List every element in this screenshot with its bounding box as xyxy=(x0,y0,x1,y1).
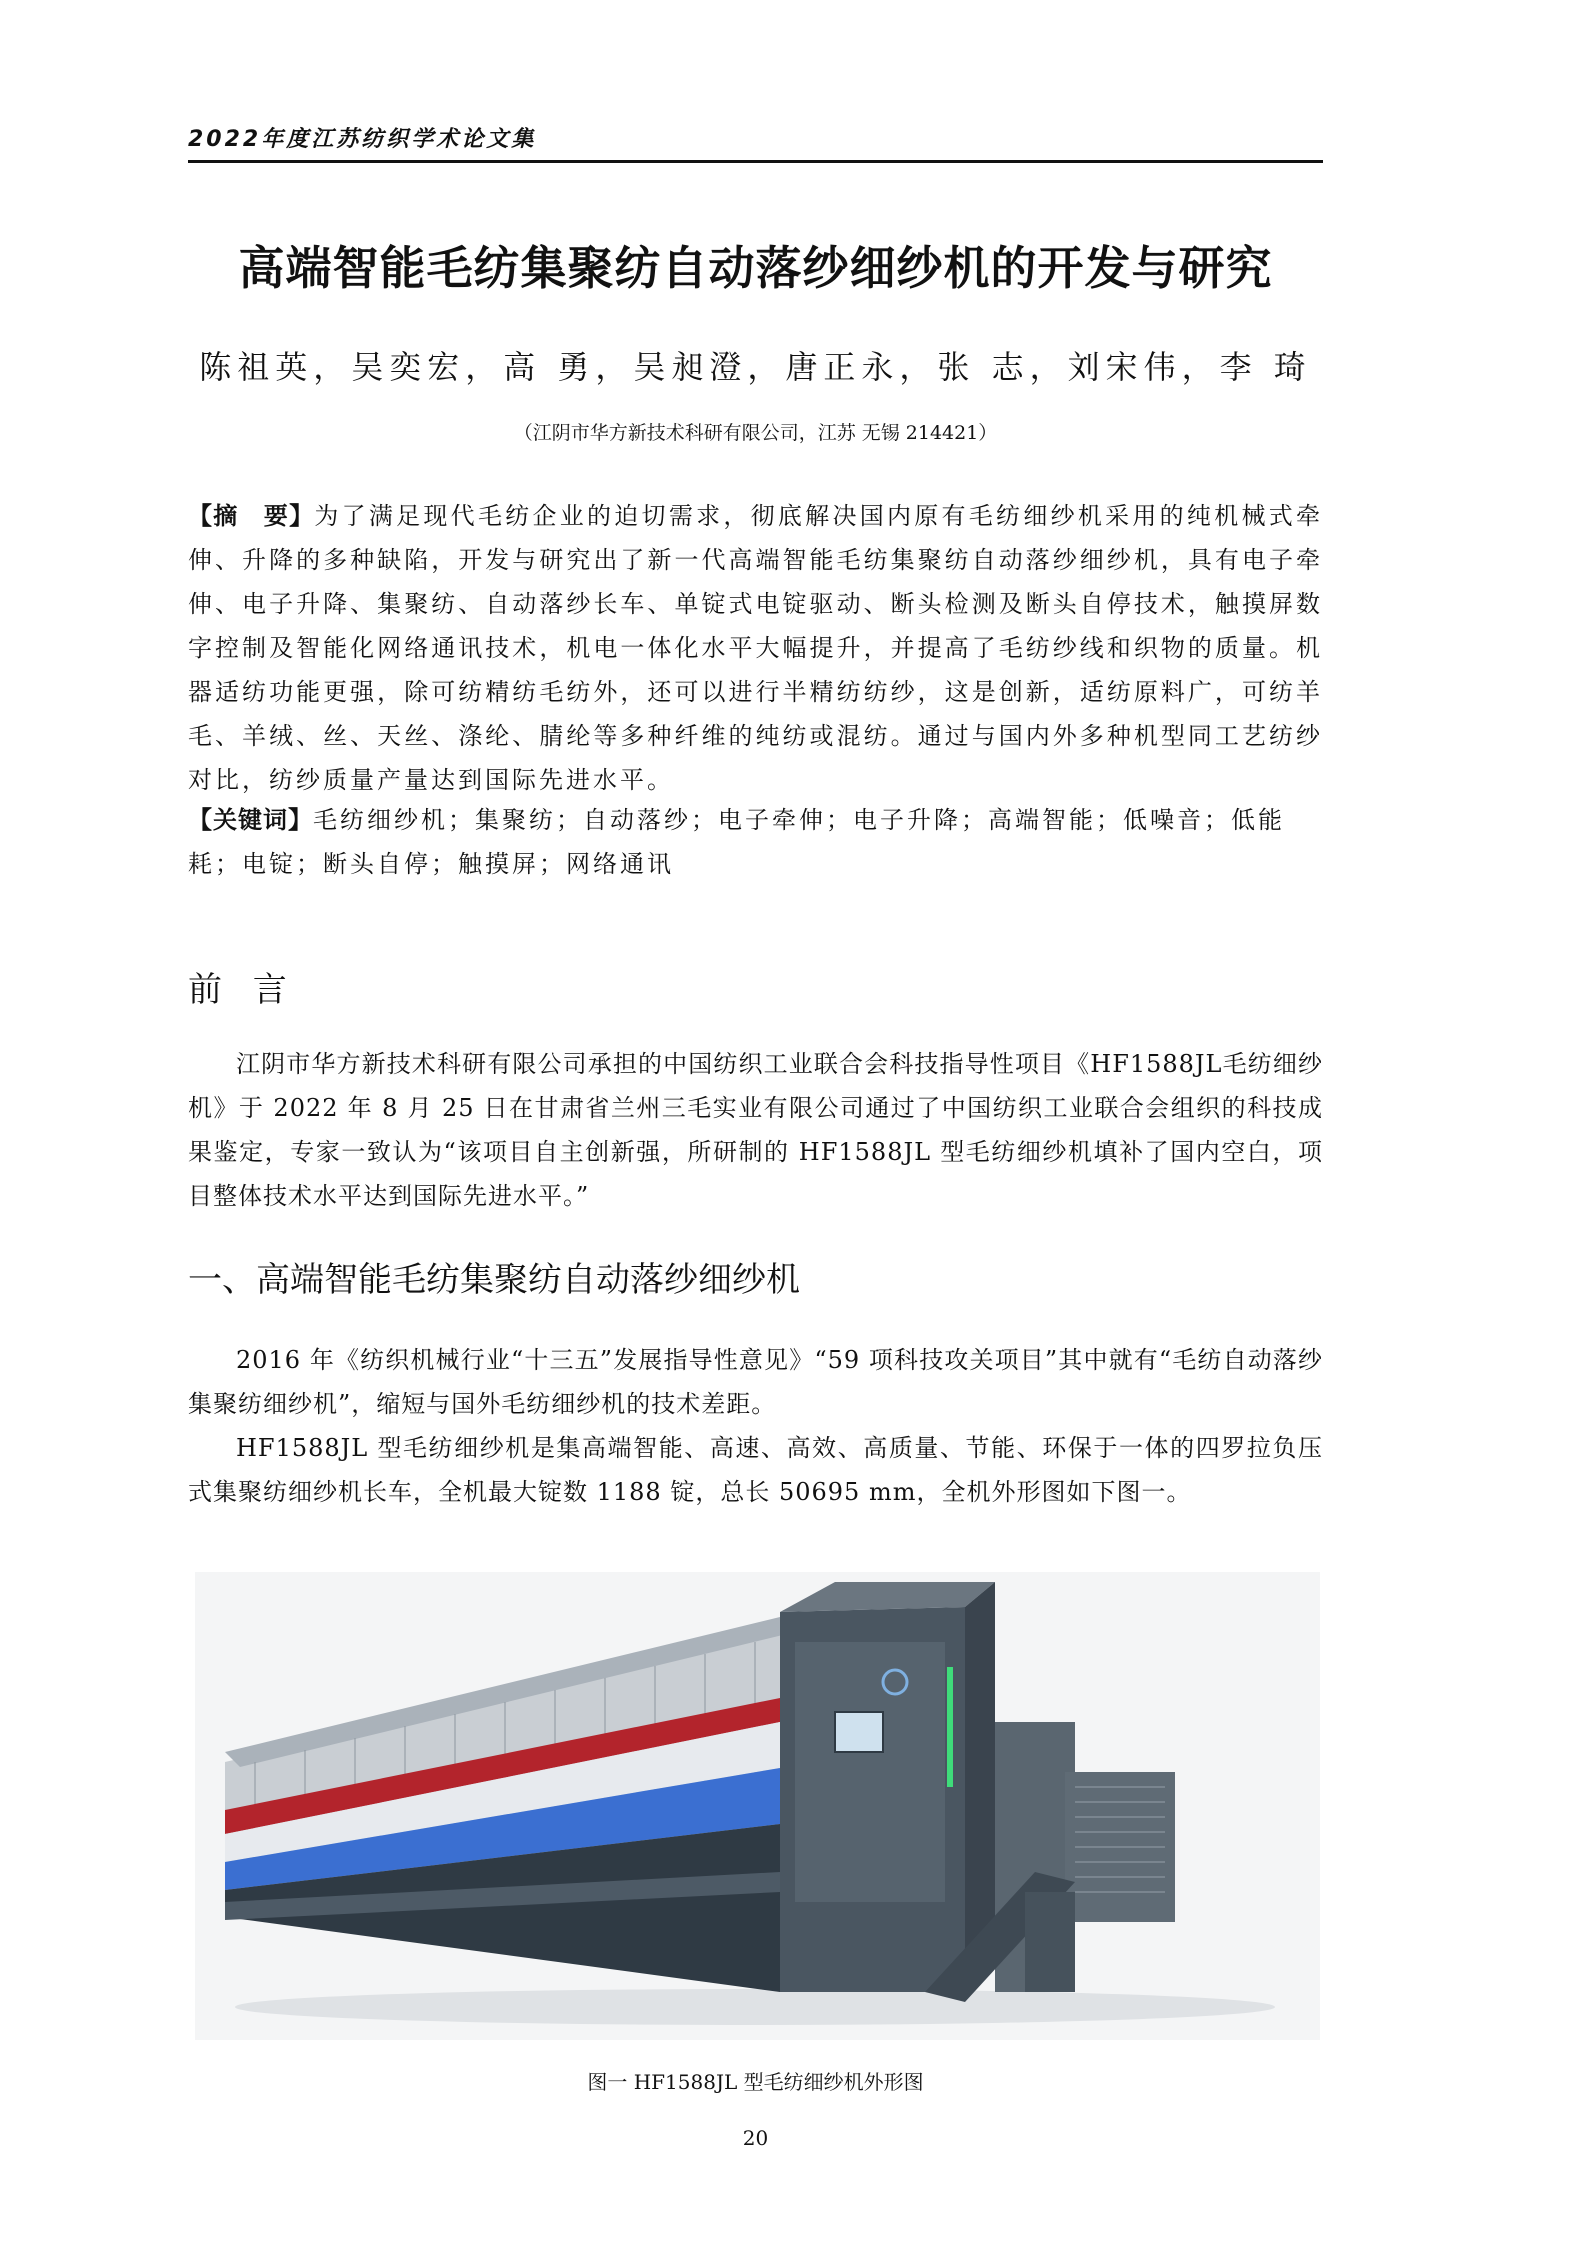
section1-heading: 一、高端智能毛纺集聚纺自动落纱细纱机 xyxy=(188,1260,800,1300)
keywords xyxy=(188,798,1323,886)
header-rule xyxy=(188,160,1323,163)
section1-paragraph-1: 2016 年《纺织机械行业“十三五”发展指导性意见》“59 项科技攻关项目”其中就有“毛纺自动落纱集聚纺细纱机”，缩短与国外毛纺细纱机的技术差距。 xyxy=(188,1346,1323,1418)
author-list: 陈祖英，吴奕宏，高 勇，吴昶澄，唐正永，张 志，刘宋伟，李 琦 xyxy=(199,348,1312,386)
figure-caption: 图一 HF1588JL 型毛纺细纱机外形图 xyxy=(587,2070,924,2094)
abstract-label: 【摘 要】 xyxy=(188,502,315,530)
running-head: 2022年度江苏纺织学术论文集 xyxy=(188,127,537,152)
abstract-text: 为了满足现代毛纺企业的迫切需求，彻底解决国内原有毛纺细纱机采用的纯机械式牵伸、升降的多种缺陷，开发与研究出了新一代高端智能毛纺集聚纺自动落纱细纱机，具有电子牵伸、电子升降、集聚纺、自动落纱长车、单锭式电锭驱动、断头检测及断头自停技术，触摸屏数字控制及智能化网络通讯技术，机电一体化水平大幅提升，并提高了毛纺纱线和织物的质量。机器适纺功能更强，除可纺精纺毛纺外，还可以进行半精纺纺纱，这是创新，适纺原料广，可纺羊毛、羊绒、丝、天丝、涤纶、腈纶等多种纤维的纯纺或混纺。通过与国内外多种机型同工艺纺纱对比，纺纱质量产量达到国际先进水平。 xyxy=(188,502,1323,794)
abstract xyxy=(188,494,1323,802)
keywords-label: 【关键词】 xyxy=(188,806,313,834)
keywords-text: 毛纺细纱机；集聚纺；自动落纱；电子牵伸；电子升降；高端智能；低噪音；低能耗；电锭；断头自停；触摸屏；网络通讯 xyxy=(188,806,1285,878)
affiliation: （江阴市华方新技术科研有限公司，江苏 无锡 214421） xyxy=(513,422,998,444)
paper-title: 高端智能毛纺集聚纺自动落纱细纱机的开发与研究 xyxy=(238,241,1273,295)
machine-photo xyxy=(195,1572,1320,2040)
page-number: 20 xyxy=(742,2126,769,2150)
section1-paragraph-2: HF1588JL 型毛纺细纱机是集高端智能、高速、高效、高质量、节能、环保于一体的四罗拉负压式集聚纺细纱机长车，全机最大锭数 1188 锭，总长 50695 mm，全机外形图如下图一。 xyxy=(188,1434,1323,1506)
preface-heading: 前 言 xyxy=(188,970,297,1010)
preface-paragraph: 江阴市华方新技术科研有限公司承担的中国纺织工业联合会科技指导性项目《HF1588JL毛纺细纱机》于 2022 年 8 月 25 日在甘肃省兰州三毛实业有限公司通过了中国纺织工业联合会组织的科技成果鉴定，专家一致认为“该项目自主创新强，所研制的 HF1588JL 型毛纺细纱机填补了国内空白，项目整体技术水平达到国际先进水平。” xyxy=(188,1050,1323,1210)
